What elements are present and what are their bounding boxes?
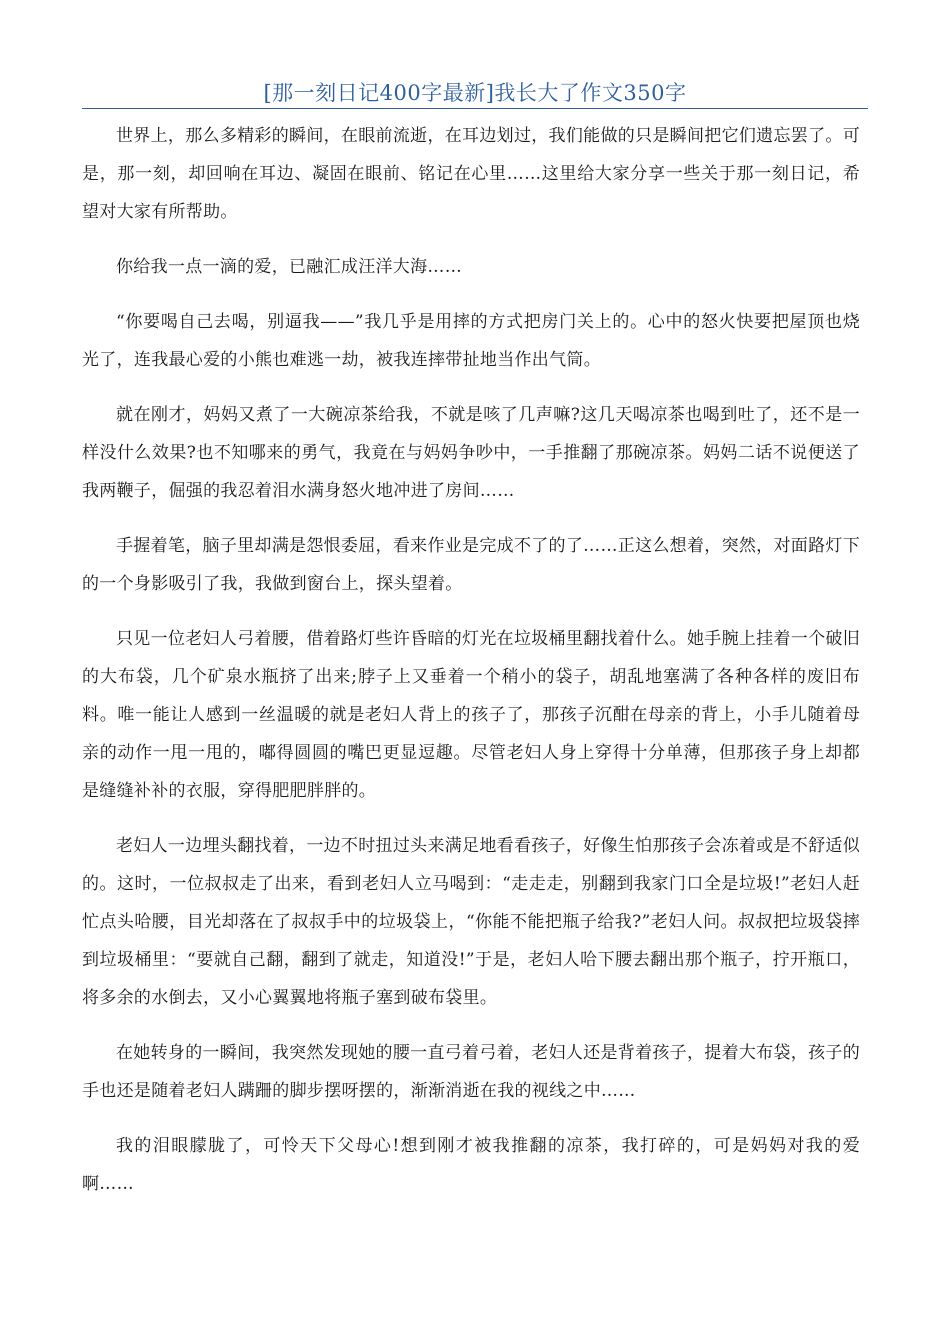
paragraph-7: 老妇人一边埋头翻找着，一边不时扭过头来满足地看看孩子，好像生怕那孩子会冻着或是不舒适似的。这时，一位叔叔走了出来，看到老妇人立马喝到：“走走走，别翻到我家门口全是垃圾!”老妇人赶忙点头哈腰，目光却落在了叔叔手中的垃圾袋上，“你能不能把瓶子给我?”老妇人问。叔叔把垃圾袋摔到垃圾桶里：“要就自己翻，翻到了就走，知道没!”于是，老妇人哈下腰去翻出那个瓶子，拧开瓶口，将多余的水倒去，又小心翼翼地将瓶子塞到破布袋里。 — [82, 836, 860, 1008]
paragraph-5: 手握着笔，脑子里却满是怨恨委屈，看来作业是完成不了的了……正这么想着，突然，对面路灯下的一个身影吸引了我，我做到窗台上，探头望着。 — [82, 536, 860, 594]
document-title: [那一刻日记400字最新]我长大了作文350字 — [263, 81, 687, 105]
paragraph-2: 你给我一点一滴的爱，已融汇成汪洋大海…… — [116, 257, 462, 277]
paragraph-8: 在她转身的一瞬间，我突然发现她的腰一直弓着弓着，老妇人还是背着孩子，提着大布袋，孩子的手也还是随着老妇人蹒跚的脚步摆呀摆的，渐渐消逝在我的视线之中…… — [82, 1043, 860, 1101]
document-body — [82, 117, 860, 1220]
paragraph-9: 我的泪眼朦胧了，可怜天下父母心!想到刚才被我推翻的凉茶，我打碎的，可是妈妈对我的爱啊…… — [82, 1136, 860, 1194]
paragraph-intro: 世界上，那么多精彩的瞬间，在眼前流逝，在耳边划过，我们能做的只是瞬间把它们遗忘罢了。可是，那一刻，却回响在耳边、凝固在眼前、铭记在心里……这里给大家分享一些关于那一刻日记，希望对大家有所帮助。 — [82, 126, 860, 222]
title-divider — [82, 108, 868, 109]
paragraph-4: 就在刚才，妈妈又煮了一大碗凉茶给我，不就是咳了几声嘛?这几天喝凉茶也喝到吐了，还不是一样没什么效果?也不知哪来的勇气，我竟在与妈妈争吵中，一手推翻了那碗凉茶。妈妈二话不说便送了我两鞭子，倔强的我忍着泪水满身怒火地冲进了房间…… — [82, 405, 860, 501]
paragraph-6: 只见一位老妇人弓着腰，借着路灯些许昏暗的灯光在垃圾桶里翻找着什么。她手腕上挂着一个破旧的大布袋，几个矿泉水瓶挤了出来;脖子上又垂着一个稍小的袋子，胡乱地塞满了各种各样的废旧布料。唯一能让人感到一丝温暖的就是老妇人背上的孩子了，那孩子沉酣在母亲的背上，小手儿随着母亲的动作一甩一甩的，嘟得圆圆的嘴巴更显逗趣。尽管老妇人身上穿得十分单薄，但那孩子身上却都是缝缝补补的衣服，穿得肥肥胖胖的。 — [82, 629, 860, 801]
paragraph-3: “你要喝自己去喝，别逼我——”我几乎是用摔的方式把房门关上的。心中的怒火快要把屋顶也烧光了，连我最心爱的小熊也难逃一劫，被我连摔带扯地当作出气筒。 — [82, 312, 860, 370]
